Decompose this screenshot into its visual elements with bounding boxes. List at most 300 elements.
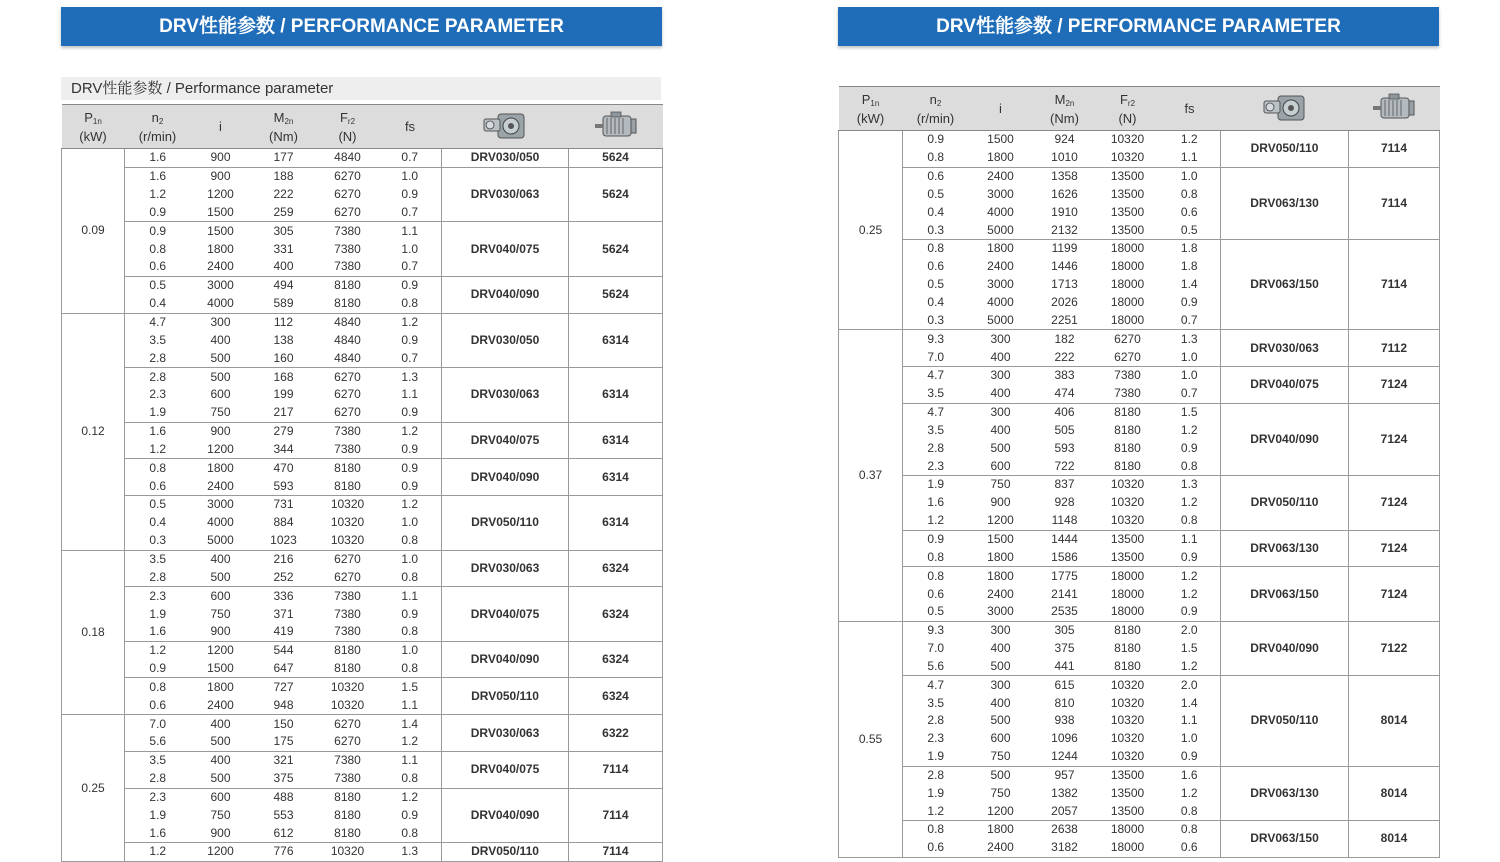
torque-cell: 553 xyxy=(273,807,294,822)
radial-load-cell: 7380 xyxy=(317,770,379,788)
motor-column-header xyxy=(1349,87,1440,131)
ratio-cell: 0.9 xyxy=(125,660,191,678)
ratio-cell: 7.0 xyxy=(927,641,945,656)
table-row xyxy=(62,550,663,568)
speed-cell: 400 xyxy=(210,753,231,768)
reducer-model-cell: DRV030/063 xyxy=(442,368,569,423)
torque-cell: 371 xyxy=(273,606,294,621)
ratio-cell: 1.2 xyxy=(125,441,191,459)
service-factor-cell: 0.9 xyxy=(401,460,419,475)
torque-cell: 1910 xyxy=(1051,204,1078,219)
torque-cell: 138 xyxy=(273,332,294,347)
table-row xyxy=(62,459,663,477)
reducer-model-cell: DRV030/063 xyxy=(1221,330,1349,367)
torque-cell: 615 xyxy=(1054,677,1075,692)
reducer-model-cell: DRV040/075 xyxy=(442,222,569,277)
m-symbol: M xyxy=(1054,91,1066,107)
radial-load-cell: 10320 xyxy=(330,497,365,512)
radial-load-cell: 7380 xyxy=(317,258,379,276)
reducer-model-cell: DRV040/090 xyxy=(442,459,569,496)
radial-load-cell: 8180 xyxy=(1114,440,1141,455)
radial-load-cell: 6270 xyxy=(1097,348,1159,366)
p-unit: (kW) xyxy=(856,110,885,126)
torque-cell: 321 xyxy=(273,753,294,768)
table-row xyxy=(839,530,1440,548)
left-performance-table xyxy=(61,104,663,862)
torque-cell: 188 xyxy=(273,169,294,184)
power-cell: 0.25 xyxy=(839,131,903,330)
service-factor-cell: 0.8 xyxy=(379,295,442,313)
service-factor-cell: 1.8 xyxy=(1180,259,1198,274)
service-factor-cell: 0.9 xyxy=(1159,548,1221,566)
torque-cell: 375 xyxy=(1054,641,1075,656)
p-symbol: P xyxy=(84,109,93,125)
speed-cell: 5000 xyxy=(969,221,1033,239)
radial-load-cell: 13500 xyxy=(1097,802,1159,820)
radial-load-cell: 8180 xyxy=(1114,641,1141,656)
i-label: i xyxy=(999,101,1002,116)
torque-cell: 375 xyxy=(251,770,317,788)
torque-cell: 112 xyxy=(273,315,294,330)
radial-load-cell: 18000 xyxy=(1097,839,1159,857)
motor-code-cell: 5624 xyxy=(569,149,663,168)
ratio-cell: 1.2 xyxy=(149,643,167,658)
service-factor-cell: 2.0 xyxy=(1180,677,1198,692)
service-factor-cell: 0.8 xyxy=(379,532,442,550)
torque-cell: 175 xyxy=(251,733,317,751)
service-factor-cell: 1.0 xyxy=(1180,169,1198,184)
table-row xyxy=(62,422,663,440)
service-factor-cell: 0.9 xyxy=(401,606,419,621)
torque-cell: 731 xyxy=(273,497,294,512)
speed-cell: 500 xyxy=(191,349,251,367)
p-subscript: 1n xyxy=(870,98,880,108)
radial-load-cell: 10320 xyxy=(1110,731,1145,746)
torque-column-header xyxy=(251,105,317,149)
service-factor-cell: 0.7 xyxy=(379,349,442,367)
service-factor-cell: 1.0 xyxy=(1180,731,1198,746)
ratio-cell: 1.6 xyxy=(125,824,191,842)
speed-cell: 2400 xyxy=(191,258,251,276)
table-row xyxy=(839,766,1440,784)
speed-cell: 3000 xyxy=(969,603,1033,621)
radial-load-cell: 8180 xyxy=(1097,457,1159,475)
radial-load-cell: 7380 xyxy=(334,241,361,256)
motor-code-cell: 6324 xyxy=(569,550,663,587)
radial-load-cell: 13500 xyxy=(1110,531,1145,546)
speed-cell: 500 xyxy=(969,657,1033,675)
table-row xyxy=(62,715,663,733)
service-factor-column-header xyxy=(1159,87,1221,131)
motor-code-cell: 7112 xyxy=(1349,330,1440,367)
speed-cell: 1500 xyxy=(207,223,234,238)
radial-load-cell: 6270 xyxy=(317,733,379,751)
service-factor-cell: 0.8 xyxy=(1180,186,1198,201)
speed-cell: 1200 xyxy=(969,802,1033,820)
radial-load-cell: 10320 xyxy=(1110,713,1145,728)
ratio-cell: 0.6 xyxy=(903,839,969,857)
left-table-subtitle: DRV性能参数 / Performance parameter xyxy=(61,77,661,100)
radial-load-cell: 13500 xyxy=(1110,767,1145,782)
torque-cell: 776 xyxy=(251,843,317,862)
ratio-cell: 5.6 xyxy=(125,733,191,751)
speed-cell: 600 xyxy=(210,588,231,603)
f-unit: (N) xyxy=(1118,110,1137,126)
radial-load-cell: 18000 xyxy=(1110,586,1145,601)
service-factor-cell: 0.8 xyxy=(379,770,442,788)
ratio-cell: 0.4 xyxy=(125,295,191,313)
service-factor-cell: 1.5 xyxy=(1180,641,1198,656)
torque-cell: 336 xyxy=(273,588,294,603)
table-row xyxy=(839,676,1440,694)
service-factor-cell: 1.4 xyxy=(1180,695,1198,710)
table-row xyxy=(62,843,663,862)
service-factor-cell: 0.8 xyxy=(1180,822,1198,837)
radial-load-cell: 6270 xyxy=(317,404,379,422)
motor-code-cell: 7124 xyxy=(1349,366,1440,403)
service-factor-cell: 1.2 xyxy=(1180,495,1198,510)
torque-cell: 1244 xyxy=(1033,748,1097,766)
speed-cell: 3000 xyxy=(987,277,1014,292)
radial-load-cell: 6270 xyxy=(334,369,361,384)
torque-cell: 400 xyxy=(251,258,317,276)
service-factor-cell: 0.8 xyxy=(1159,802,1221,820)
radial-load-cell: 18000 xyxy=(1110,568,1145,583)
torque-cell: 2141 xyxy=(1051,586,1078,601)
torque-cell: 1010 xyxy=(1033,149,1097,167)
ratio-cell: 9.3 xyxy=(927,331,945,346)
radial-load-cell: 6270 xyxy=(334,551,361,566)
speed-cell: 900 xyxy=(191,149,251,168)
radial-load-cell: 4840 xyxy=(317,149,379,168)
ratio-cell: 0.5 xyxy=(927,277,945,292)
ratio-cell: 1.6 xyxy=(125,623,191,641)
radial-load-cell: 7380 xyxy=(317,623,379,641)
power-column-header xyxy=(62,105,125,149)
torque-cell: 1446 xyxy=(1051,259,1078,274)
service-factor-cell: 0.9 xyxy=(401,187,419,202)
table-row xyxy=(62,313,663,331)
radial-load-cell: 10320 xyxy=(317,696,379,714)
speed-cell: 1800 xyxy=(969,548,1033,566)
reducer-model-cell: DRV040/090 xyxy=(1221,621,1349,676)
ratio-cell: 3.5 xyxy=(927,695,945,710)
torque-cell: 1586 xyxy=(1033,548,1097,566)
radial-load-cell: 8180 xyxy=(1114,422,1141,437)
service-factor-cell: 1.3 xyxy=(1180,331,1198,346)
service-factor-cell: 1.6 xyxy=(1180,767,1198,782)
ratio-cell: 0.8 xyxy=(903,149,969,167)
speed-cell: 2400 xyxy=(987,259,1014,274)
worm-gear-reducer-icon xyxy=(482,110,528,143)
ratio-cell: 7.0 xyxy=(903,348,969,366)
torque-cell: 1199 xyxy=(1051,241,1078,256)
ratio-cell: 2.8 xyxy=(927,713,945,728)
speed-cell: 900 xyxy=(191,824,251,842)
ratio-cell: 2.3 xyxy=(927,731,945,746)
ratio-cell: 4.7 xyxy=(149,315,167,330)
torque-cell: 722 xyxy=(1033,457,1097,475)
radial-load-cell: 10320 xyxy=(1110,677,1145,692)
speed-cell: 500 xyxy=(191,733,251,751)
motor-code-cell: 7114 xyxy=(569,843,663,862)
radial-load-cell: 13500 xyxy=(1097,548,1159,566)
ratio-cell: 0.5 xyxy=(149,497,167,512)
ratio-cell: 1.9 xyxy=(125,404,191,422)
radial-load-cell: 8180 xyxy=(334,807,361,822)
f-symbol: F xyxy=(1119,91,1128,107)
radial-load-cell: 6270 xyxy=(334,169,361,184)
electric-motor-icon xyxy=(593,110,639,143)
ratio-cell: 0.6 xyxy=(125,258,191,276)
service-factor-cell: 1.2 xyxy=(401,789,419,804)
radial-load-cell: 8180 xyxy=(334,789,361,804)
radial-load-cell: 8180 xyxy=(1097,657,1159,675)
motor-code-cell: 6324 xyxy=(569,587,663,642)
speed-cell: 750 xyxy=(191,404,251,422)
motor-code-cell: 7114 xyxy=(1349,131,1440,168)
motor-code-cell: 7124 xyxy=(1349,403,1440,475)
speed-cell: 1800 xyxy=(207,241,234,256)
radial-load-cell: 7380 xyxy=(334,588,361,603)
service-factor-cell: 1.2 xyxy=(1180,568,1198,583)
p-symbol: P xyxy=(861,91,871,107)
speed-cell: 1200 xyxy=(207,187,234,202)
service-factor-cell: 1.2 xyxy=(401,315,419,330)
reducer-model-cell: DRV040/075 xyxy=(442,422,569,459)
torque-cell: 406 xyxy=(1054,405,1075,420)
torque-cell: 168 xyxy=(273,369,294,384)
ratio-cell: 1.6 xyxy=(927,495,945,510)
radial-load-cell: 18000 xyxy=(1097,311,1159,329)
speed-cell: 400 xyxy=(990,641,1011,656)
service-factor-cell: 0.9 xyxy=(401,807,419,822)
speed-cell: 5000 xyxy=(191,532,251,550)
ratio-cell: 4.7 xyxy=(927,677,945,692)
radial-load-cell: 10320 xyxy=(1110,495,1145,510)
left-banner-title: DRV性能参数 / PERFORMANCE PARAMETER xyxy=(61,7,662,46)
speed-cell: 600 xyxy=(990,731,1011,746)
table-row xyxy=(839,621,1440,639)
ratio-cell: 2.8 xyxy=(125,568,191,586)
reducer-model-cell: DRV040/075 xyxy=(442,587,569,642)
table-row xyxy=(839,366,1440,384)
radial-load-cell: 8180 xyxy=(334,460,361,475)
torque-cell: 383 xyxy=(1054,368,1075,383)
power-cell: 0.09 xyxy=(62,149,125,314)
speed-cell: 300 xyxy=(990,331,1011,346)
table-row xyxy=(62,678,663,696)
motor-code-cell: 5624 xyxy=(569,167,663,222)
speed-cell: 300 xyxy=(990,405,1011,420)
table-row xyxy=(839,240,1440,258)
reducer-model-cell: DRV050/110 xyxy=(1221,676,1349,766)
radial-load-cell: 18000 xyxy=(1110,822,1145,837)
radial-load-cell: 10320 xyxy=(1097,748,1159,766)
ratio-cell: 2.8 xyxy=(125,770,191,788)
ratio-cell: 0.4 xyxy=(927,295,945,310)
speed-cell: 900 xyxy=(990,495,1011,510)
torque-cell: 160 xyxy=(251,349,317,367)
speed-cell: 750 xyxy=(990,785,1011,800)
ratio-cell: 0.8 xyxy=(149,679,167,694)
torque-cell: 727 xyxy=(273,679,294,694)
motor-code-cell: 6314 xyxy=(569,368,663,423)
radial-load-cell: 13500 xyxy=(1110,169,1145,184)
speed-cell: 750 xyxy=(990,477,1011,492)
reducer-model-cell: DRV050/110 xyxy=(442,496,569,551)
radial-load-cell: 8180 xyxy=(1114,405,1141,420)
ratio-cell: 0.5 xyxy=(149,278,167,293)
reducer-model-cell: DRV030/063 xyxy=(442,550,569,587)
torque-cell: 305 xyxy=(273,223,294,238)
power-cell: 0.18 xyxy=(62,550,125,715)
ratio-cell: 1.6 xyxy=(149,169,167,184)
radial-load-cell: 4840 xyxy=(334,332,361,347)
service-factor-cell: 0.9 xyxy=(379,477,442,495)
reducer-model-cell: DRV040/090 xyxy=(1221,403,1349,475)
ratio-cell: 2.8 xyxy=(927,767,945,782)
i-label: i xyxy=(219,119,222,134)
torque-cell: 222 xyxy=(273,187,294,202)
torque-cell: 1148 xyxy=(1033,512,1097,530)
table-row xyxy=(62,641,663,659)
ratio-cell: 0.3 xyxy=(903,311,969,329)
radial-load-cell: 13500 xyxy=(1110,186,1145,201)
table-row xyxy=(62,368,663,386)
speed-cell: 300 xyxy=(210,315,231,330)
torque-cell: 222 xyxy=(1033,348,1097,366)
speed-cell: 400 xyxy=(990,422,1011,437)
service-factor-cell: 1.1 xyxy=(401,387,419,402)
service-factor-cell: 1.2 xyxy=(1180,586,1198,601)
speed-cell: 1800 xyxy=(207,460,234,475)
ratio-cell: 0.8 xyxy=(927,822,945,837)
table-row xyxy=(62,587,663,605)
torque-cell: 252 xyxy=(251,568,317,586)
service-factor-cell: 0.9 xyxy=(1180,295,1198,310)
ratio-cell: 3.5 xyxy=(903,385,969,403)
service-factor-cell: 0.9 xyxy=(1159,603,1221,621)
table-row xyxy=(62,222,663,240)
service-factor-cell: 1.0 xyxy=(401,241,419,256)
reducer-column-header xyxy=(1221,87,1349,131)
radial-load-cell: 8180 xyxy=(317,824,379,842)
speed-cell: 500 xyxy=(990,440,1011,455)
f-subscript: r2 xyxy=(347,116,356,126)
table-row xyxy=(839,330,1440,348)
service-factor-cell: 1.0 xyxy=(1180,368,1198,383)
ratio-cell: 1.2 xyxy=(903,802,969,820)
service-factor-cell: 0.6 xyxy=(1180,204,1198,219)
motor-code-cell: 8014 xyxy=(1349,676,1440,766)
motor-code-cell: 7114 xyxy=(1349,240,1440,330)
ratio-cell: 0.6 xyxy=(125,477,191,495)
speed-cell: 3000 xyxy=(207,278,234,293)
speed-cell: 4000 xyxy=(987,204,1014,219)
ratio-cell: 0.9 xyxy=(927,132,945,147)
torque-cell: 505 xyxy=(1054,422,1075,437)
f-symbol: F xyxy=(339,109,348,125)
torque-cell: 957 xyxy=(1054,767,1075,782)
motor-code-cell: 8014 xyxy=(1349,821,1440,858)
motor-code-cell: 7114 xyxy=(569,788,663,843)
speed-cell: 600 xyxy=(969,457,1033,475)
torque-cell: 2535 xyxy=(1033,603,1097,621)
motor-code-cell: 8014 xyxy=(1349,766,1440,821)
torque-cell: 938 xyxy=(1054,713,1075,728)
speed-cell: 3000 xyxy=(207,497,234,512)
speed-cell: 500 xyxy=(191,770,251,788)
service-factor-column-header xyxy=(379,105,442,149)
reducer-model-cell: DRV063/150 xyxy=(1221,240,1349,330)
speed-cell: 500 xyxy=(990,713,1011,728)
torque-cell: 177 xyxy=(251,149,317,168)
radial-load-cell: 6270 xyxy=(317,568,379,586)
motor-code-cell: 6314 xyxy=(569,422,663,459)
radial-load-cell: 8180 xyxy=(317,295,379,313)
ratio-cell: 0.3 xyxy=(125,532,191,550)
speed-cell: 300 xyxy=(990,623,1011,638)
radial-load-cell: 6270 xyxy=(1114,331,1141,346)
torque-cell: 593 xyxy=(1054,440,1075,455)
torque-cell: 344 xyxy=(251,441,317,459)
speed-cell: 2400 xyxy=(987,586,1014,601)
radial-load-cell: 10320 xyxy=(1110,695,1145,710)
radial-load-cell: 7380 xyxy=(334,753,361,768)
service-factor-cell: 1.0 xyxy=(401,169,419,184)
motor-code-cell: 6322 xyxy=(569,715,663,752)
reducer-model-cell: DRV050/110 xyxy=(1221,131,1349,168)
radial-load-cell: 10320 xyxy=(1097,512,1159,530)
torque-cell: 1775 xyxy=(1051,568,1078,583)
torque-cell: 647 xyxy=(251,660,317,678)
torque-cell: 593 xyxy=(251,477,317,495)
ratio-cell: 0.6 xyxy=(125,696,191,714)
m-subscript: 2n xyxy=(284,116,294,126)
speed-cell: 750 xyxy=(210,807,231,822)
ratio-cell: 0.9 xyxy=(927,531,945,546)
table-row xyxy=(839,131,1440,149)
speed-cell: 1800 xyxy=(987,241,1014,256)
ratio-cell: 0.8 xyxy=(927,241,945,256)
m-symbol: M xyxy=(273,109,285,125)
speed-cell: 1800 xyxy=(969,149,1033,167)
radial-load-cell: 18000 xyxy=(1110,241,1145,256)
service-factor-cell: 1.1 xyxy=(401,753,419,768)
torque-cell: 612 xyxy=(251,824,317,842)
radial-load-column-header xyxy=(1097,87,1159,131)
torque-cell: 1626 xyxy=(1051,186,1078,201)
service-factor-cell: 2.0 xyxy=(1180,623,1198,638)
speed-cell: 900 xyxy=(210,424,231,439)
radial-load-cell: 4840 xyxy=(317,349,379,367)
reducer-model-cell: DRV063/130 xyxy=(1221,766,1349,821)
torque-column-header xyxy=(1033,87,1097,131)
service-factor-cell: 0.6 xyxy=(1159,839,1221,857)
ratio-cell: 0.9 xyxy=(125,204,191,222)
power-cell: 0.37 xyxy=(839,330,903,622)
table-row xyxy=(839,167,1440,185)
right-header-row xyxy=(839,87,1440,131)
motor-code-cell: 6314 xyxy=(569,496,663,551)
radial-load-cell: 7380 xyxy=(334,606,361,621)
service-factor-cell: 1.4 xyxy=(401,716,419,731)
ratio-column-header xyxy=(969,87,1033,131)
motor-code-cell: 5624 xyxy=(569,276,663,313)
radial-load-cell: 10320 xyxy=(317,843,379,862)
speed-cell: 500 xyxy=(210,369,231,384)
